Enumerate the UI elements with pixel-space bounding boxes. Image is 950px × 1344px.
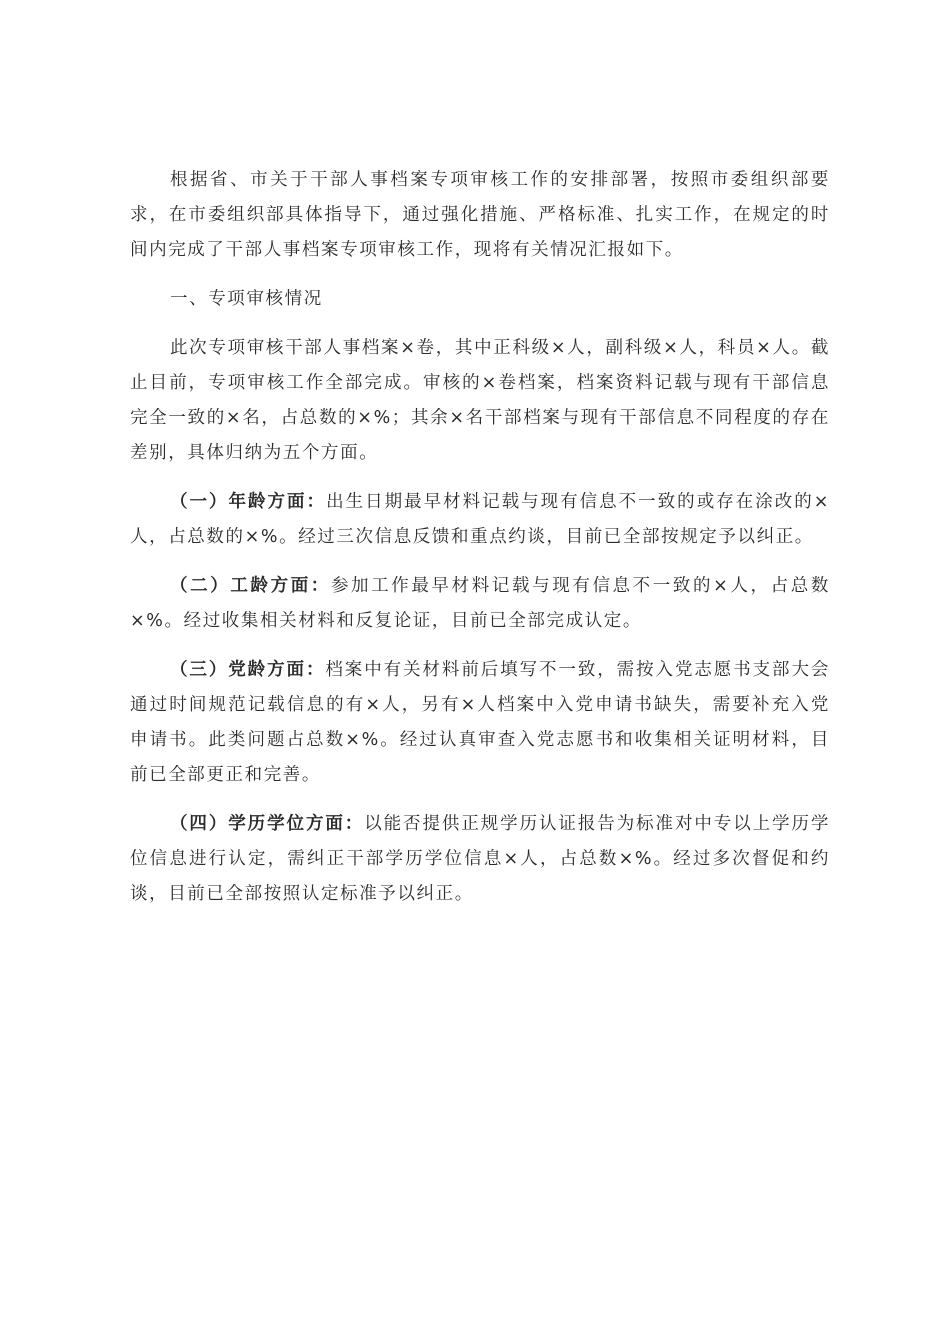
item-age-lead: （一）年龄方面： [170,492,327,512]
summary-paragraph: 此次专项审核干部人事档案×卷，其中正科级×人，副科级×人，科员×人。截止目前，专项审核工作全部完成。审核的×卷档案，档案资料记载与现有干部信息完全一致的×名，占总数的×%；其余×名干部档案与现有干部信息不同程度的存在差别，具体归纳为五个方面。 [130,338,830,463]
item-age-text: 出生日期最早材料记载与现有信息不一致的或存在涂改的×人，占总数的×%。经过三次信息反馈和重点约谈，目前已全部按规定予以纠正。 [130,492,830,547]
item-party-years-text: 档案中有关材料前后填写不一致，需按入党志愿书支部大会通过时间规范记载信息的有×人，另有×人档案中入党申请书缺失，需要补充入党申请书。此类问题占总数×%。经过认真审查入党志愿书和收集相关证明材料，目前已全部更正和完善。 [130,660,830,785]
document-body [130,163,830,926]
item-education [130,807,830,912]
item-work-years-text: 参加工作最早材料记载与现有信息不一致的×人，占总数×%。经过收集相关材料和反复论证，目前已全部完成认定。 [130,576,830,631]
item-age [130,485,830,555]
item-party-years-lead: （三）党龄方面： [170,660,326,680]
section-heading: 一、专项审核情况 [170,289,323,309]
intro-paragraph: 根据省、市关于干部人事档案专项审核工作的安排部署，按照市委组织部要求，在市委组织部具体指导下，通过强化措施、严格标准、扎实工作，在规定的时间内完成了干部人事档案专项审核工作，现将有关情况汇报如下。 [130,170,830,260]
item-party-years [130,653,830,793]
item-work-years [130,569,830,639]
item-work-years-lead: （二）工龄方面： [170,576,331,596]
item-education-lead: （四）学历学位方面： [170,814,365,834]
item-education-text: 以能否提供正规学历认证报告为标准对中专以上学历学位信息进行认定，需纠正干部学历学位信息×人，占总数×%。经过多次督促和约谈，目前已全部按照认定标准予以纠正。 [130,814,831,904]
